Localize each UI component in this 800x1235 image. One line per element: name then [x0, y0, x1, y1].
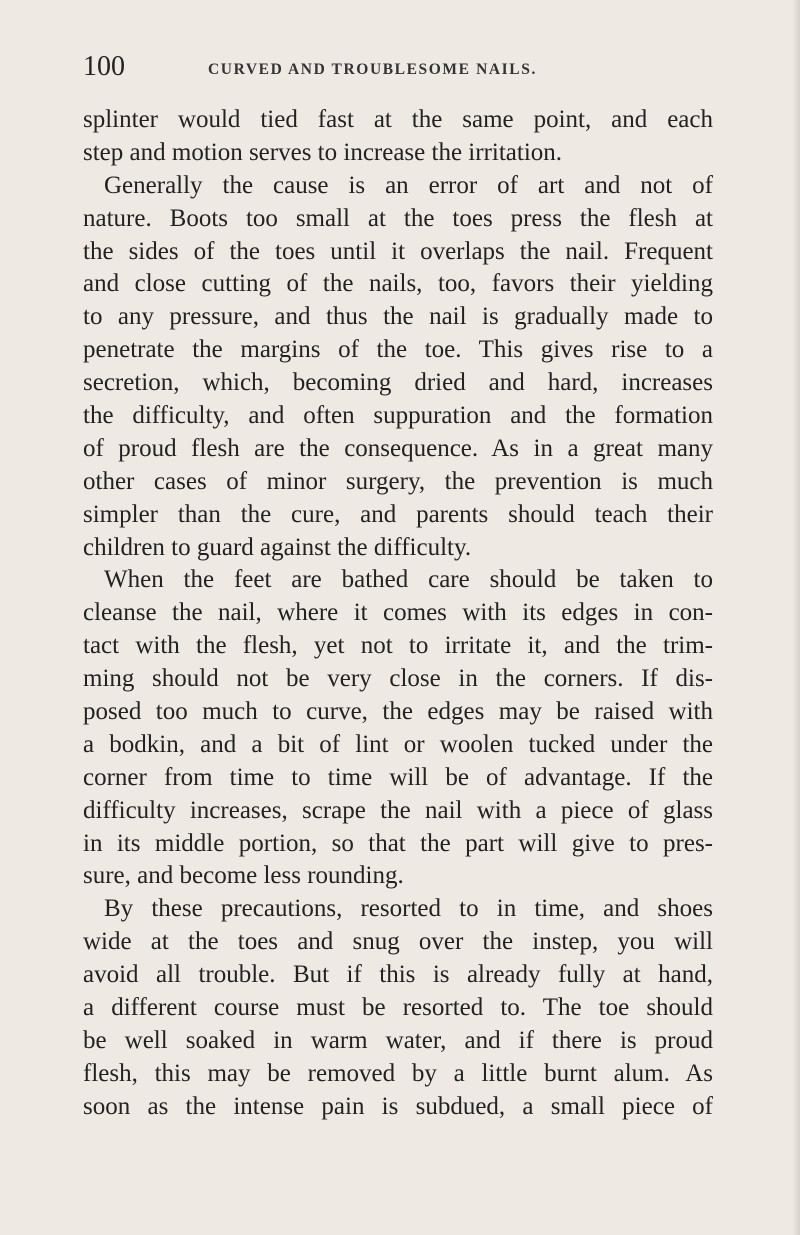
text-line: flesh, this may be removed by a little burnt alum. As — [83, 1059, 713, 1087]
text-line: in its middle portion, so that the part will give to pres- — [83, 829, 713, 857]
text-line: children to guard against the difficulty. — [83, 533, 472, 561]
text-line: ming should not be very close in the corners. If dis- — [83, 665, 713, 693]
text-line: step and motion serves to increase the irritation. — [83, 138, 563, 166]
running-head: CURVED AND TROUBLESOME NAILS. — [208, 61, 537, 78]
text-line: nature. Boots too small at the toes press the flesh at — [83, 204, 713, 232]
text-line: to any pressure, and thus the nail is gradually made to — [83, 303, 713, 331]
paragraph-start-line: By these precautions, resorted to in time, and shoes — [104, 895, 713, 923]
body-text — [83, 104, 713, 1124]
text-line: penetrate the margins of the toe. This gives rise to a — [83, 336, 713, 364]
text-line: avoid all trouble. But if this is already fully at hand, — [83, 961, 713, 989]
text-line: soon as the intense pain is subdued, a small piece of — [83, 1092, 713, 1120]
text-line: a bodkin, and a bit of lint or woolen tucked under the — [83, 730, 713, 758]
text-line: of proud flesh are the consequence. As in a great many — [83, 434, 713, 462]
text-line: sure, and become less rounding. — [83, 862, 404, 890]
page-number: 100 — [83, 51, 125, 82]
text-line: wide at the toes and snug over the instep, you will — [83, 928, 713, 956]
page-edge-shadow — [792, 0, 800, 1235]
text-line: difficulty increases, scrape the nail with a piece of glass — [83, 796, 713, 824]
text-line: the sides of the toes until it overlaps the nail. Frequent — [83, 237, 713, 265]
text-line: cleanse the nail, where it comes with its edges in con- — [83, 599, 713, 627]
text-line: a different course must be resorted to. The toe should — [83, 994, 713, 1022]
paragraph-start-line: Generally the cause is an error of art and not of — [104, 171, 713, 199]
text-line: tact with the flesh, yet not to irritate it, and the trim- — [83, 632, 713, 660]
text-line: posed too much to curve, the edges may be raised with — [83, 698, 713, 726]
text-line: the difficulty, and often suppuration and the formation — [83, 402, 713, 430]
page-header — [83, 50, 723, 90]
paragraph-start-line: When the feet are bathed care should be taken to — [104, 566, 713, 594]
text-line: other cases of minor surgery, the prevention is much — [83, 467, 713, 495]
text-line: simpler than the cure, and parents should teach their — [83, 500, 713, 528]
text-line: and close cutting of the nails, too, favors their yielding — [83, 270, 713, 298]
text-line: splinter would tied fast at the same point, and each — [83, 106, 713, 133]
text-line: secretion, which, becoming dried and hard, increases — [83, 369, 713, 397]
text-line: corner from time to time will be of advantage. If the — [83, 763, 713, 791]
text-line: be well soaked in warm water, and if there is proud — [83, 1026, 713, 1054]
